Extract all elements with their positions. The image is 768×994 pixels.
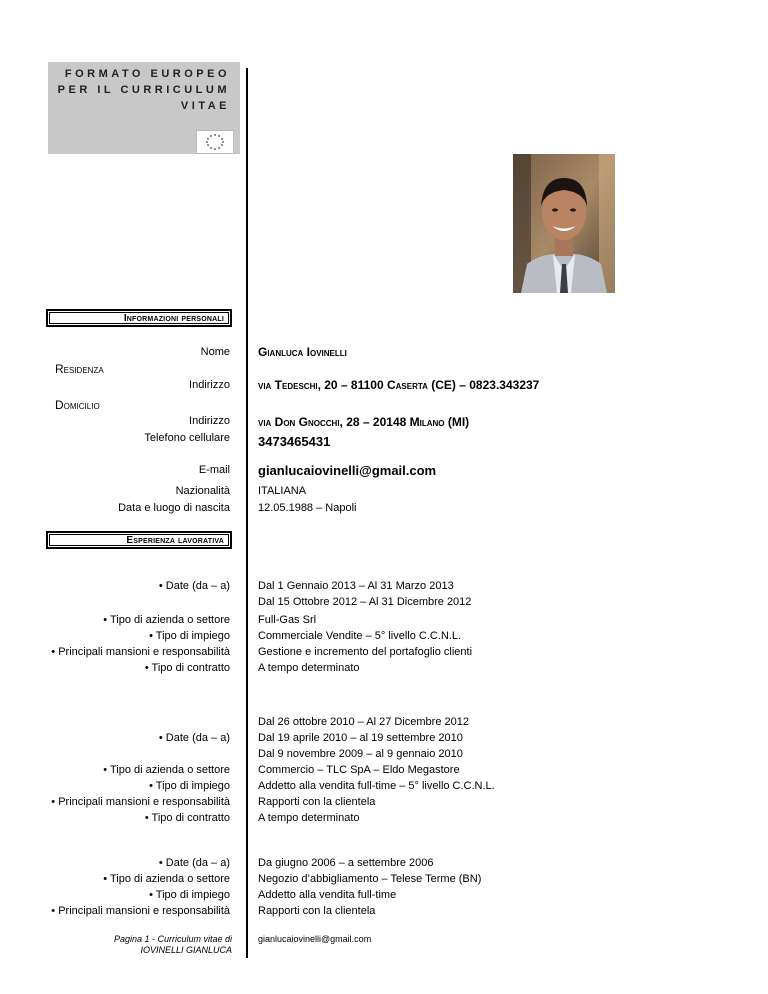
job1-date-2: Dal 15 Ottobre 2012 – Al 31 Dicembre 2012 (258, 596, 472, 608)
birth-label: Data e luogo di nascita (118, 502, 230, 514)
section-title-personal: Informazioni personali (123, 313, 224, 324)
header-line-2: PER IL CURRICULUM (57, 84, 230, 96)
job3-role-label: • Tipo di impiego (149, 889, 230, 901)
job3-duties-value: Rapporti con la clientela (258, 905, 376, 917)
footer-email: gianlucaiovinelli@gmail.com (258, 934, 372, 944)
phone-value: 3473465431 (258, 434, 331, 449)
job3-company-label: • Tipo di azienda o settore (103, 873, 230, 885)
section-title-experience: Esperienza lavorativa (126, 535, 224, 546)
job2-contract-value: A tempo determinato (258, 812, 360, 824)
job2-date-2: Dal 19 aprile 2010 – al 19 settembre 2010 (258, 732, 463, 744)
job2-company-value: Commercio – TLC SpA – Eldo Megastore (258, 764, 460, 776)
header-line-1: FORMATO EUROPEO (64, 68, 230, 80)
domicile-address-value: via Don Gnocchi, 28 – 20148 Milano (MI) (258, 415, 470, 429)
job3-date-1: Da giugno 2006 – a settembre 2006 (258, 857, 434, 869)
residence-heading: Residenza (55, 362, 104, 376)
job1-contract-value: A tempo determinato (258, 662, 360, 674)
phone-label: Telefono cellulare (144, 432, 230, 444)
job3-role-value: Addetto alla vendita full-time (258, 889, 397, 901)
job2-company-label: • Tipo di azienda o settore (103, 764, 230, 776)
job2-role-value: Addetto alla vendita full-time – 5° livello C.C.N.L. (258, 780, 495, 792)
job3-company-value: Negozio d’abbigliamento – Telese Terme (BN) (258, 873, 482, 885)
nationality-label: Nazionalità (175, 485, 230, 497)
job1-company-value: Full-Gas Srl (258, 614, 317, 626)
domicile-address-label: Indirizzo (189, 415, 230, 427)
job1-date-label: • Date (da – a) (158, 580, 230, 592)
job1-role-label: • Tipo di impiego (149, 630, 230, 642)
residence-address-value: via Tedeschi, 20 – 81100 Caserta (CE) – 0823.343237 (258, 378, 540, 392)
vertical-divider (246, 68, 248, 958)
job1-duties-value: Gestione e incremento del portafoglio clienti (258, 646, 473, 658)
job3-date-label: • Date (da – a) (158, 857, 230, 869)
job1-date-1: Dal 1 Gennaio 2013 – Al 31 Marzo 2013 (258, 580, 454, 592)
job1-company-label: • Tipo di azienda o settore (103, 614, 230, 626)
job2-duties-label: • Principali mansioni e responsabilità (51, 796, 230, 808)
footer-page-info (114, 934, 232, 956)
job2-date-label: • Date (da – a) (158, 732, 230, 744)
job2-date-3: Dal 9 novembre 2009 – al 9 gennaio 2010 (258, 748, 463, 760)
header-line-3: VITAE (180, 100, 230, 112)
nationality-value: ITALIANA (258, 485, 307, 497)
email-value: gianlucaiovinelli@gmail.com (258, 463, 437, 478)
job2-contract-label: • Tipo di contratto (144, 812, 230, 824)
job3-duties-label: • Principali mansioni e responsabilità (51, 905, 230, 917)
job1-duties-label: • Principali mansioni e responsabilità (51, 646, 230, 658)
footer-left-line-1: Pagina 1 - Curriculum vitae di (113, 934, 232, 944)
residence-address-label: Indirizzo (189, 379, 230, 391)
profile-photo (513, 154, 615, 293)
footer-left-line-2: IOVINELLI GIANLUCA (140, 945, 232, 955)
job2-duties-value: Rapporti con la clientela (258, 796, 376, 808)
eu-flag-icon (196, 130, 234, 154)
birth-value: 12.05.1988 – Napoli (258, 502, 357, 514)
job1-role-value: Commerciale Vendite – 5° livello C.C.N.L. (258, 630, 462, 642)
email-label: E-mail (198, 464, 230, 476)
domicile-heading: Domicilio (55, 398, 100, 412)
name-label: Nome (200, 346, 230, 358)
job1-contract-label: • Tipo di contratto (144, 662, 230, 674)
job2-date-1: Dal 26 ottobre 2010 – Al 27 Dicembre 2012 (258, 716, 469, 728)
section-work-experience (46, 531, 232, 549)
section-personal-info (46, 309, 232, 327)
job2-role-label: • Tipo di impiego (149, 780, 230, 792)
name-value: Gianluca Iovinelli (258, 345, 347, 359)
